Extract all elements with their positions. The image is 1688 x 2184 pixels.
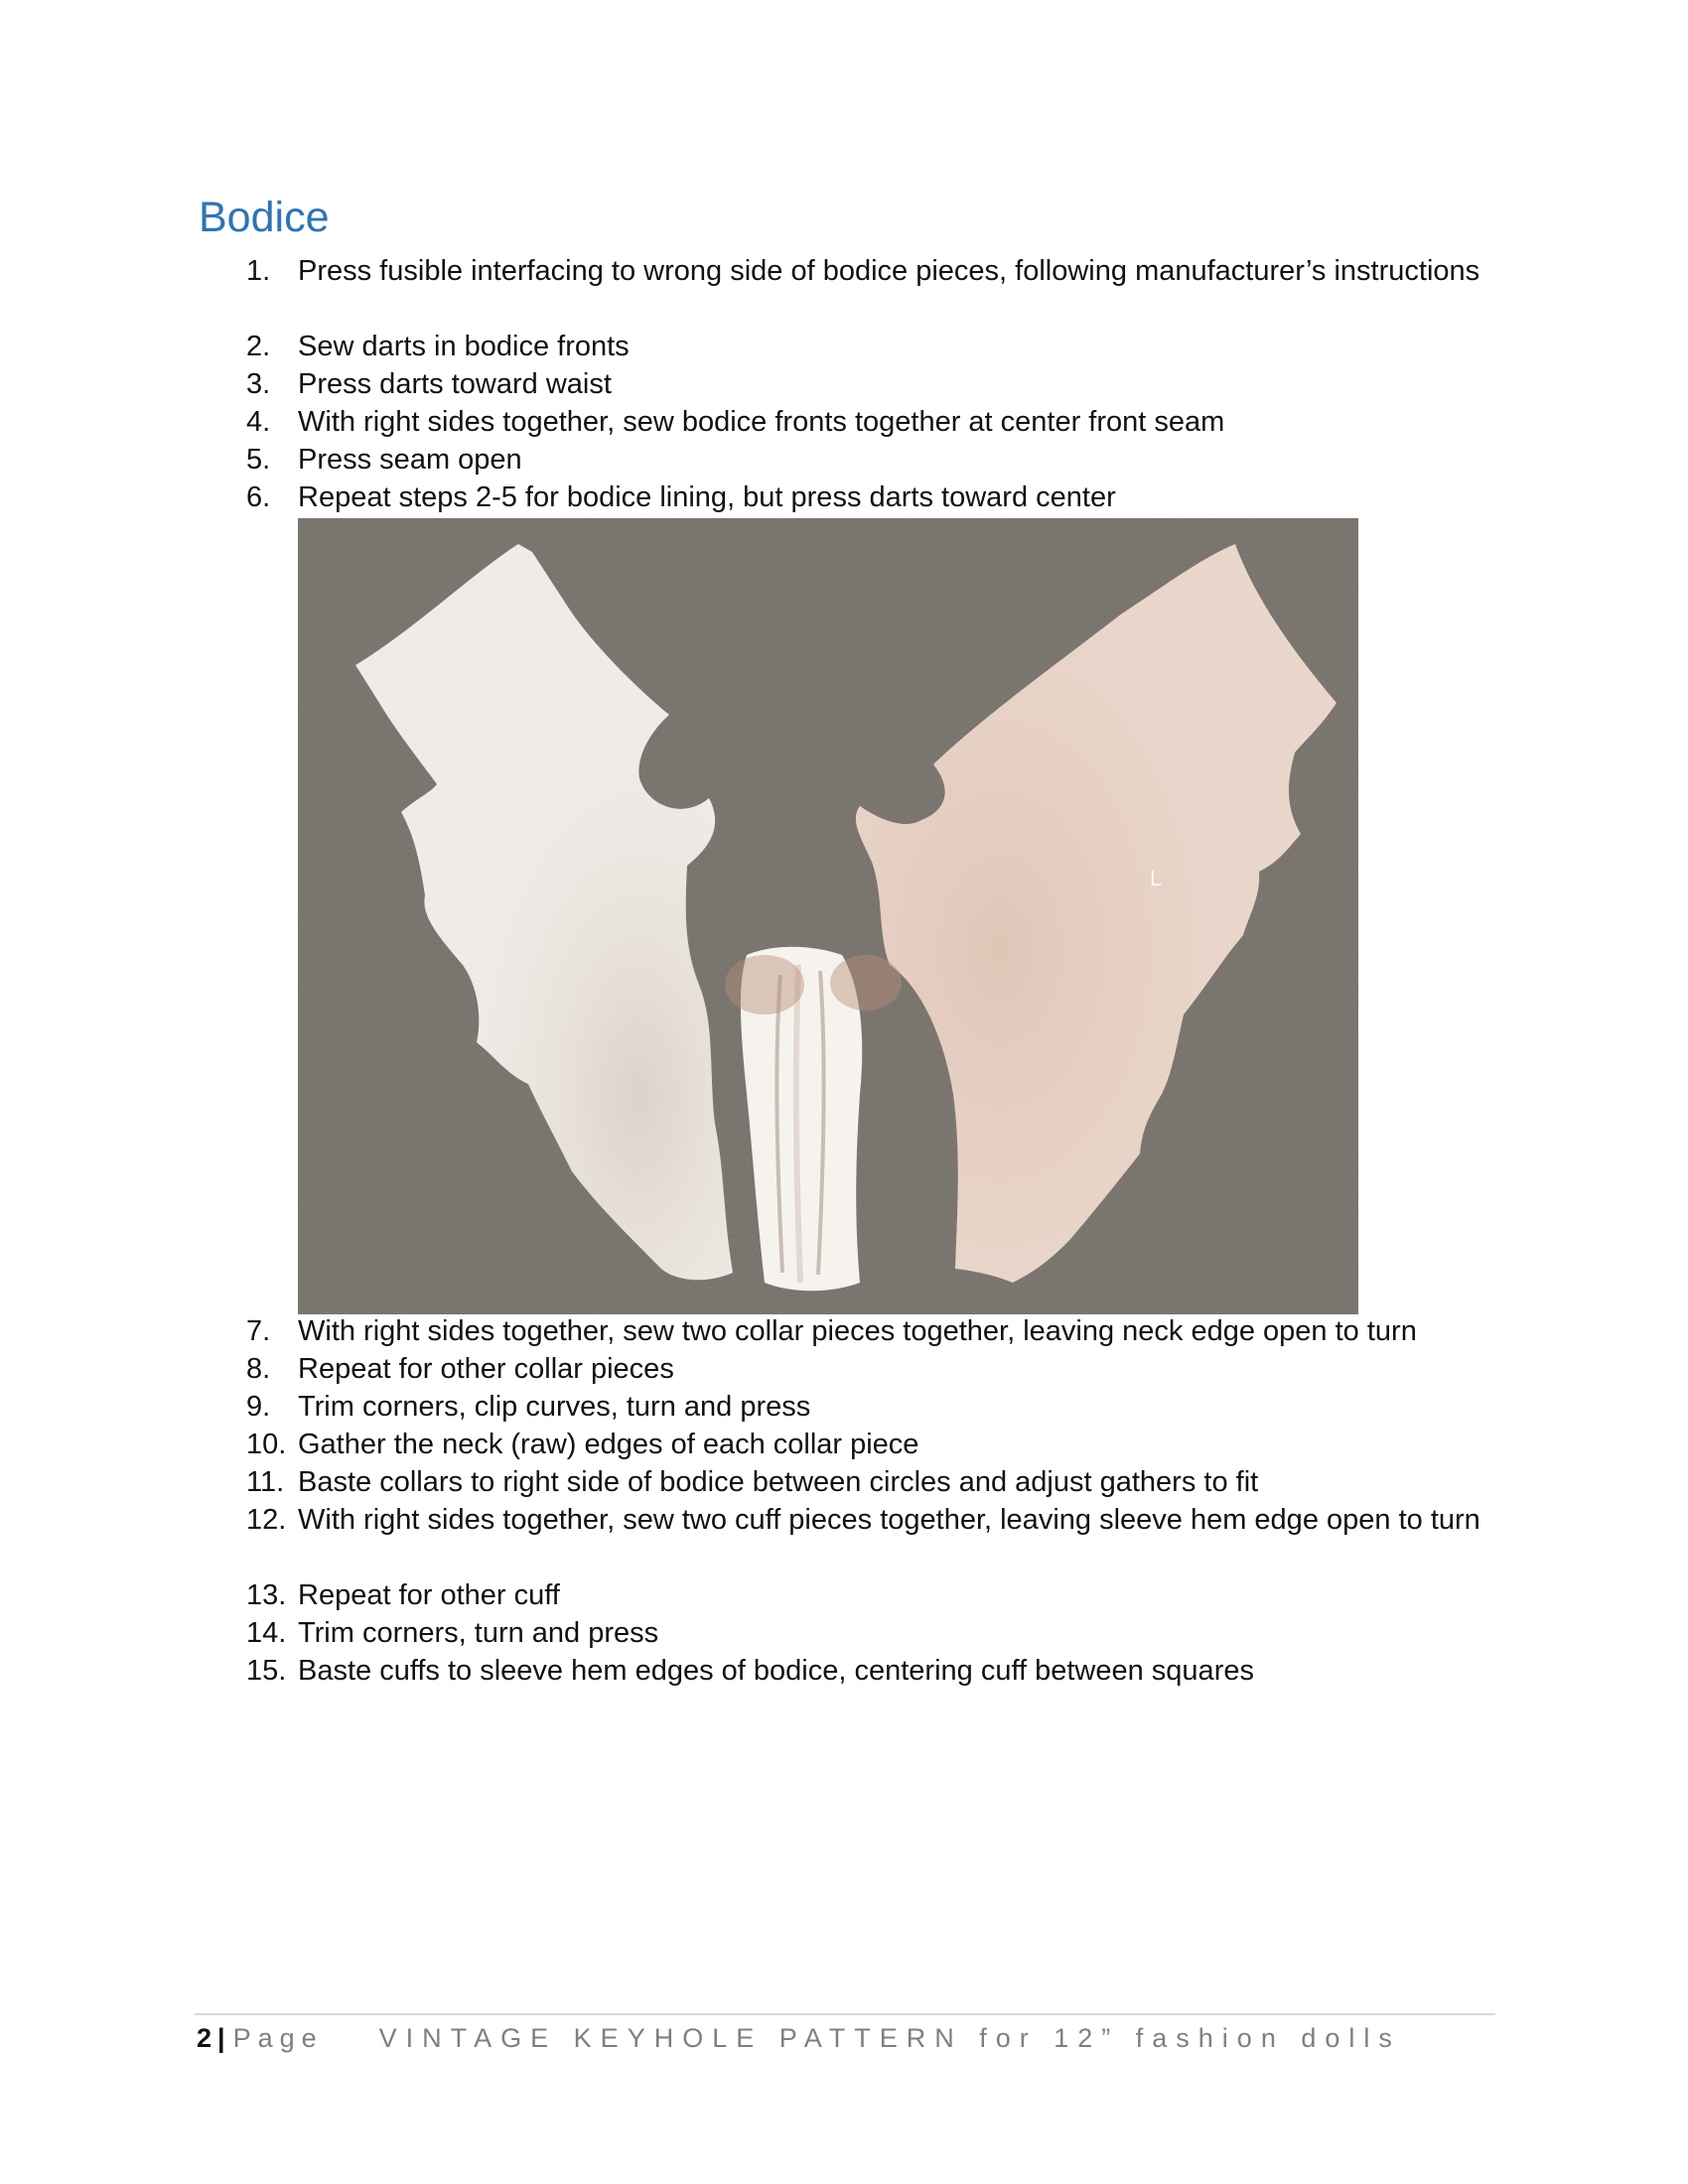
step-number: 3. bbox=[246, 368, 271, 400]
step-number: 4. bbox=[246, 406, 271, 438]
list-item bbox=[0, 1576, 1688, 1614]
step-text: Gather the neck (raw) edges of each collar piece bbox=[298, 1429, 919, 1460]
list-item bbox=[0, 1501, 1688, 1576]
step-number: 8. bbox=[246, 1353, 271, 1385]
step-number: 10. bbox=[246, 1429, 287, 1460]
list-item bbox=[0, 365, 1688, 403]
list-item bbox=[0, 1652, 1688, 1690]
list-item bbox=[0, 1350, 1688, 1388]
step-text: Baste cuffs to sleeve hem edges of bodice, centering cuff between squares bbox=[298, 1655, 1254, 1687]
step-number: 11. bbox=[246, 1466, 285, 1498]
step-text: Repeat steps 2-5 for bodice lining, but press darts toward center bbox=[298, 481, 1116, 513]
step-text: With right sides together, sew two cuff pieces together, leaving sleeve hem edge open to turn bbox=[298, 1504, 1480, 1536]
step-number: 7. bbox=[246, 1315, 271, 1347]
step-text: Repeat for other cuff bbox=[298, 1579, 560, 1611]
step-text: Baste collars to right side of bodice between circles and adjust gathers to fit bbox=[298, 1466, 1259, 1498]
list-item bbox=[0, 252, 1688, 328]
step-number: 1. bbox=[246, 255, 271, 287]
list-item bbox=[0, 1388, 1688, 1426]
step-text: With right sides together, sew bodice fronts together at center front seam bbox=[298, 406, 1225, 438]
section-heading: Bodice bbox=[199, 194, 330, 241]
step-text: Repeat for other collar pieces bbox=[298, 1353, 674, 1385]
step-number: 12. bbox=[246, 1504, 287, 1536]
step-number: 15. bbox=[246, 1655, 287, 1687]
footer-separator: | bbox=[217, 2023, 225, 2053]
step-text: Press darts toward waist bbox=[298, 368, 612, 400]
step-text: Trim corners, turn and press bbox=[298, 1617, 659, 1649]
page-number: 2 bbox=[197, 2023, 212, 2053]
step-number: 13. bbox=[246, 1579, 287, 1611]
page-label: Page bbox=[232, 2023, 324, 2053]
step-text: Sew darts in bodice fronts bbox=[298, 331, 630, 362]
step-text: Press seam open bbox=[298, 444, 522, 476]
bodice-photo bbox=[298, 518, 1358, 1314]
list-item bbox=[0, 1312, 1688, 1350]
fabric-mark: L bbox=[1150, 866, 1163, 890]
page-footer bbox=[197, 2021, 1401, 2055]
list-item bbox=[0, 1614, 1688, 1652]
step-number: 5. bbox=[246, 444, 271, 476]
step-number: 6. bbox=[246, 481, 271, 513]
footer-divider bbox=[195, 2013, 1495, 2015]
list-item bbox=[0, 328, 1688, 365]
instruction-list-bodice bbox=[0, 252, 1688, 516]
step-number: 14. bbox=[246, 1617, 287, 1649]
instruction-list-collar-cuff bbox=[0, 1312, 1688, 1690]
list-item bbox=[0, 441, 1688, 478]
list-item bbox=[0, 1426, 1688, 1463]
step-text: Press fusible interfacing to wrong side of bodice pieces, following manufacturer’s instructions bbox=[298, 255, 1480, 287]
list-item bbox=[0, 403, 1688, 441]
step-text: With right sides together, sew two collar pieces together, leaving neck edge open to turn bbox=[298, 1315, 1417, 1347]
list-item bbox=[0, 1463, 1688, 1501]
step-number: 9. bbox=[246, 1391, 271, 1423]
step-text: Trim corners, clip curves, turn and press bbox=[298, 1391, 811, 1423]
step-number: 2. bbox=[246, 331, 271, 362]
list-item bbox=[0, 478, 1688, 516]
document-title: VINTAGE KEYHOLE PATTERN for 12” fashion dolls bbox=[378, 2023, 1401, 2053]
